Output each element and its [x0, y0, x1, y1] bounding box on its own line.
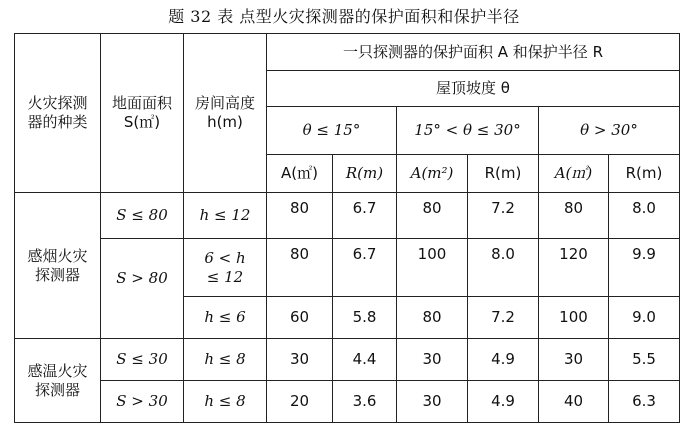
value-cell: 30 — [539, 339, 609, 381]
header-slope-1: θ ≤ 15° — [267, 107, 397, 155]
value-cell: 20 — [267, 381, 333, 423]
value-cell: 30 — [267, 339, 333, 381]
value-cell: 80 — [539, 193, 609, 239]
area-cell: S ≤ 80 — [101, 193, 184, 239]
header-slope-3: θ > 30° — [539, 107, 680, 155]
type-text: 探测器 — [34, 265, 80, 284]
value-cell: 40 — [539, 381, 609, 423]
value-cell: 80 — [397, 297, 468, 339]
table-row — [15, 339, 680, 381]
area-cell: S ≤ 30 — [101, 339, 184, 381]
type-text: 感温火灾 — [27, 361, 88, 380]
height-cell — [184, 239, 267, 297]
header-group-title: 一只探测器的保护面积 A 和保护半径 R — [267, 34, 680, 71]
value-cell: 5.8 — [333, 297, 397, 339]
type-text: 感烟火灾 — [27, 246, 88, 265]
header-text: 房间高度 — [194, 94, 255, 113]
area-cell: S > 30 — [101, 381, 184, 423]
header-slope-title: 屋顶坡度 θ — [267, 71, 680, 107]
value-cell: 5.5 — [609, 339, 680, 381]
height-text: 6 < h — [204, 248, 246, 267]
value-cell: 80 — [267, 239, 333, 297]
protection-table — [14, 33, 680, 423]
header-detector-type — [15, 34, 101, 193]
table-caption: 题 32 表 点型火灾探测器的保护面积和保护半径 — [168, 7, 520, 26]
height-cell: h ≤ 8 — [184, 339, 267, 381]
area-cell: S > 80 — [101, 239, 184, 339]
table-row — [15, 381, 680, 423]
value-cell: 80 — [267, 193, 333, 239]
height-cell: h ≤ 6 — [184, 297, 267, 339]
value-cell: 8.0 — [609, 193, 680, 239]
value-cell: 7.2 — [468, 193, 539, 239]
header-sub-a: A(㎡) — [539, 155, 609, 193]
value-cell: 3.6 — [333, 381, 397, 423]
value-cell: 6.7 — [333, 193, 397, 239]
header-slope-2: 15° < θ ≤ 30° — [397, 107, 539, 155]
value-cell: 80 — [397, 193, 468, 239]
type-text: 探测器 — [34, 380, 80, 399]
header-sub-a: A(m²) — [397, 155, 468, 193]
value-cell: 100 — [539, 297, 609, 339]
value-cell: 60 — [267, 297, 333, 339]
value-cell: 120 — [539, 239, 609, 297]
value-cell: 30 — [397, 339, 468, 381]
value-cell: 6.7 — [333, 239, 397, 297]
value-cell: 7.2 — [468, 297, 539, 339]
header-text: 器的种类 — [27, 113, 88, 131]
value-cell: 30 — [397, 381, 468, 423]
header-sub-r: R(m) — [609, 155, 680, 193]
value-cell: 4.4 — [333, 339, 397, 381]
table-row — [15, 239, 680, 297]
header-ground-area — [101, 34, 184, 193]
value-cell: 9.0 — [609, 297, 680, 339]
header-sub-r: R(m) — [468, 155, 539, 193]
header-sub-a: A(㎡) — [267, 155, 333, 193]
value-cell: 4.9 — [468, 339, 539, 381]
value-cell: 100 — [397, 239, 468, 297]
header-sub-r: R(m) — [333, 155, 397, 193]
table-row — [15, 193, 680, 239]
detector-type-smoke — [15, 193, 101, 339]
value-cell: 4.9 — [468, 381, 539, 423]
height-cell: h ≤ 12 — [184, 193, 267, 239]
header-text: 地面面积 — [111, 94, 172, 113]
height-cell: h ≤ 8 — [184, 381, 267, 423]
header-room-height — [184, 34, 267, 193]
header-text: 火灾探测 — [27, 94, 88, 113]
value-cell: 6.3 — [609, 381, 680, 423]
header-text: S(㎡) — [123, 113, 161, 131]
value-cell: 8.0 — [468, 239, 539, 297]
value-cell: 9.9 — [609, 239, 680, 297]
height-text: ≤ 12 — [206, 267, 244, 286]
detector-type-heat — [15, 339, 101, 423]
header-text: h(m) — [207, 113, 243, 131]
